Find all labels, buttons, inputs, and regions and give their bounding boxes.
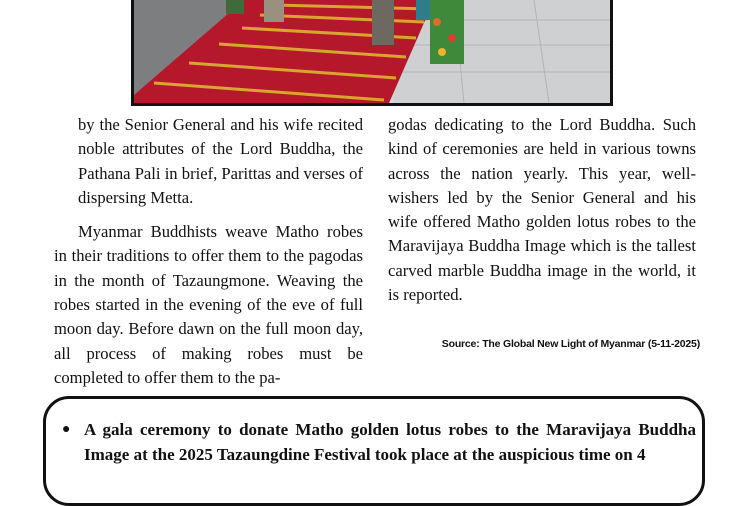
article-paragraph: by the Senior General and his wife recited noble attributes of the Lord Buddha, the Pathana Pali in brief, Parittas and verses of dispersing Metta. bbox=[78, 115, 363, 207]
highlight-text: A gala ceremony to donate Matho golden lotus robes to the Maravijaya Buddha Image at the 2025 Tazaungdine Festival took place at the auspicious time on 4 bbox=[84, 420, 696, 464]
source-credit: Source: The Global New Light of Myanmar (5-11-2025) bbox=[441, 338, 700, 350]
article-paragraph: godas dedicating to the Lord Buddha. Such kind of ceremonies are held in various towns across the nation yearly. This year, well-wishers led by the Senior General and his wife offered Matho golden lotus robes to the Maravijaya Buddha Image which is the tallest carved marble Buddha image in the world, it is reported. bbox=[388, 115, 696, 305]
article-right-column bbox=[388, 113, 696, 307]
highlights-box bbox=[43, 396, 705, 506]
bullet-icon: ● bbox=[62, 422, 71, 437]
article-left-column bbox=[54, 113, 363, 390]
article-paragraph: Myanmar Buddhists weave Matho robes in their traditions to offer them to the pagodas in the month of Tazaungmone. Weaving the robes started in the evening of the eve of full moon day. Before dawn on the full moon day, all process of making robes must be completed to offer them to the pa- bbox=[54, 222, 363, 387]
ceremony-photo-illustration bbox=[134, 0, 610, 103]
ceremony-photo bbox=[131, 0, 613, 106]
